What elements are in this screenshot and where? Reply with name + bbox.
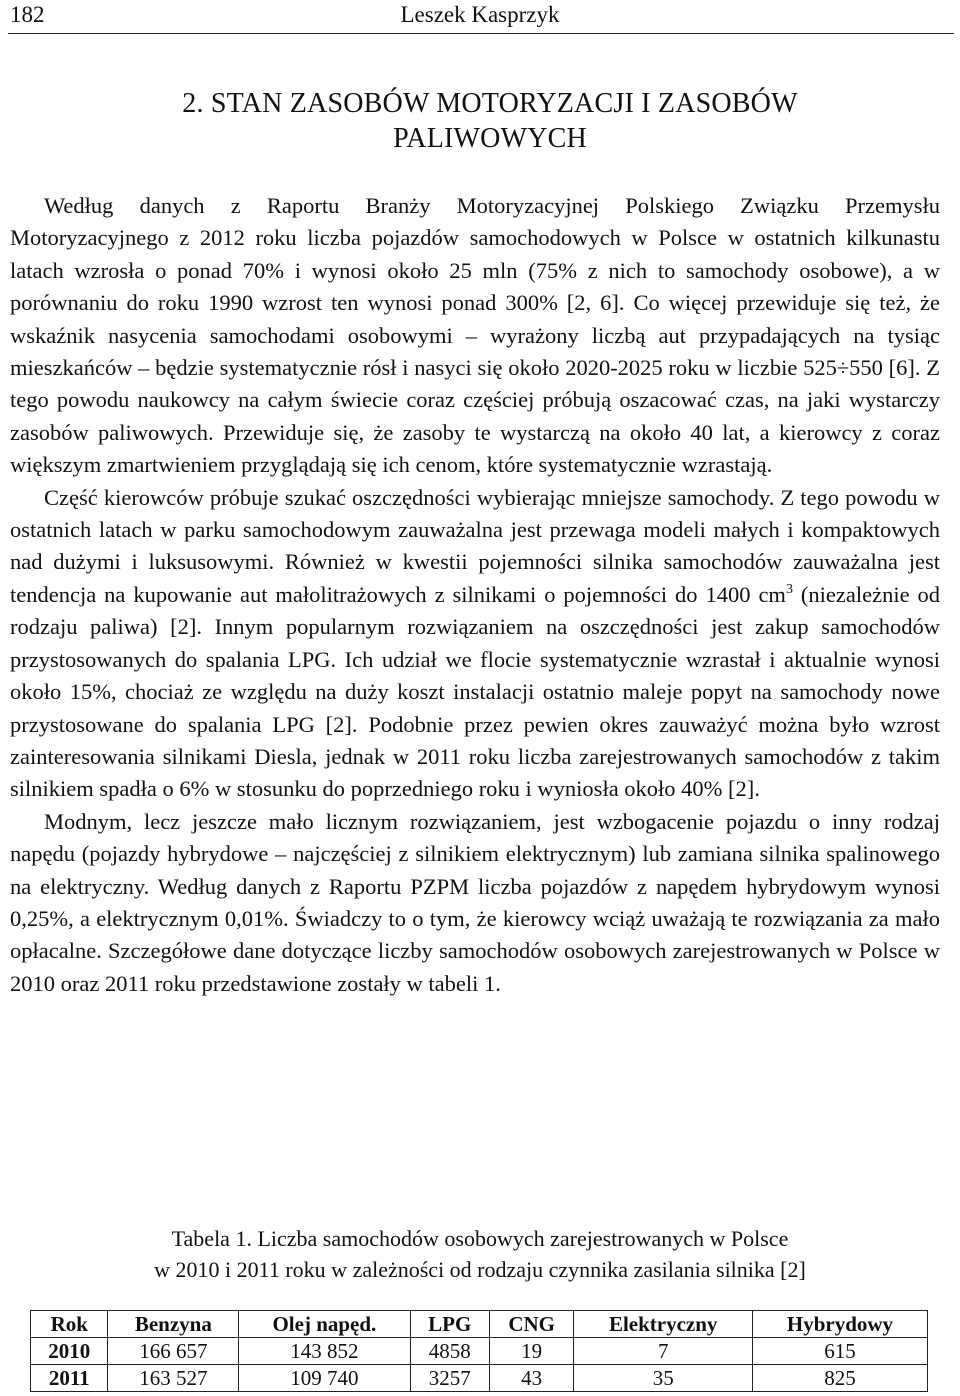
superscript-3: 3: [785, 581, 793, 597]
table-cell: 3257: [410, 1365, 489, 1392]
table-cell: 4858: [410, 1338, 489, 1365]
table-cell: 615: [752, 1338, 927, 1365]
table-cell: 163 527: [108, 1365, 239, 1392]
table-cell: 7: [574, 1338, 753, 1365]
paragraph-1-text: Według danych z Raportu Branży Motoryzacyjnej Polskiego Związku Przemysłu Motoryzacyjnego z 2012 roku liczba pojazdów samochodowych w Polsce w ostatnich kilkunastu latach wzrosła o ponad 70% i wynosi około 25 mln (75% z nich to samochody osobowe), a w porównaniu do roku 1990 wzrost ten wynosi ponad 300% [2, 6]. Co więcej przewiduje się też, że wskaźnik nasycenia samochodami osobowymi – wyrażony liczbą aut przypadających na tysiąc mieszkańców – będzie systematycznie rósł i nasyci się około 2020-2025 roku w liczbie 525÷550 [6]. Z tego powodu naukowcy na całym świecie coraz częściej próbują oszacować czas, na jaki wystarczy zasobów paliwowych. Przewiduje się, że zasoby te wystarczą na około 40 lat, a kierowcy z coraz większym zmartwieniem przyglądają się ich cenom, które systematycznie wzrastają.: [10, 193, 940, 478]
section-title-line-2: PALIWOWYCH: [393, 123, 587, 154]
paragraph-2-text-a: Część kierowców próbuje szukać oszczędności wybierając mniejsze samochody. Z tego powodu w ostatnich latach w parku samochodowym zauważalna jest przewaga modeli małych i kompaktowych nad dużymi i luksusowymi. Również w kwestii pojemności silnika samochodów zauważalna jest tendencja na kupowanie aut małolitrażowych z silnikami o pojemności do 1400 cm: [10, 484, 940, 607]
header-cell-elektryczny: Elektryczny: [574, 1311, 753, 1338]
table-header-row: [31, 1311, 928, 1338]
body-text: [10, 190, 940, 1000]
table-row: [31, 1338, 928, 1365]
paragraph-3: [10, 806, 940, 1000]
paragraph-3-text: Modnym, lecz jeszcze mało licznym rozwiązaniem, jest wzbogacenie pojazdu o inny rodzaj napędu (pojazdy hybrydowe – najczęściej z silnikiem elektrycznym) lub zamiana silnika spalinowego na elektryczny. Według danych z Raportu PZPM liczba pojazdów z napędem hybrydowym wynosi 0,25%, a elektrycznym 0,01%. Świadczy to o tym, że kierowcy wciąż uważają te rozwiązania za mało opłacalne. Szczegółowe dane dotyczące liczby samochodów osobowych zarejestrowanych w Polsce w 2010 oraz 2011 roku przedstawione zostały w tabeli 1.: [10, 808, 940, 996]
header-cell-cng: CNG: [489, 1311, 574, 1338]
header-rule: [8, 33, 954, 34]
table-cell: 2010: [31, 1338, 108, 1365]
table-cell: 825: [752, 1365, 927, 1392]
table-cell: 2011: [31, 1365, 108, 1392]
table-caption-line-2: w 2010 i 2011 roku w zależności od rodzaju czynnika zasilania silnika [2]: [154, 1257, 806, 1282]
table-cell: 143 852: [239, 1338, 410, 1365]
header-cell-rok: Rok: [31, 1311, 108, 1338]
table-cell: 166 657: [108, 1338, 239, 1365]
table-cell: 35: [574, 1365, 753, 1392]
table-cell: 19: [489, 1338, 574, 1365]
header-cell-olej: Olej napęd.: [239, 1311, 410, 1338]
paragraph-1: [10, 190, 940, 482]
header-cell-benzyna: Benzyna: [108, 1311, 239, 1338]
paragraph-2-text-b: (niezależnie od rodzaju paliwa) [2]. Innym popularnym rozwiązaniem na oszczędności jest zakup samochodów przystosowanych do spalania LPG. Ich udział we flocie systematycznie wzrastał i aktualnie wynosi około 15%, chociaż ze względu na duży koszt instalacji ostatnio maleje popyt na samochody nowe przystosowane do spalania LPG [2]. Podobnie przez pewien okres zauważyć można było wzrost zainteresowania silnikami Diesla, jednak w 2011 roku liczba zarejestrowanych samochodów z takim silnikiem spadła o 6% w stosunku do poprzedniego roku i wyniosła około 40% [2].: [10, 581, 941, 802]
section-title: [100, 86, 880, 156]
paragraph-2: [10, 482, 940, 806]
table-cell: 109 740: [239, 1365, 410, 1392]
header-cell-lpg: LPG: [410, 1311, 489, 1338]
section-title-line-1: 2. STAN ZASOBÓW MOTORYZACJI I ZASOBÓW: [182, 88, 798, 119]
page-header: [0, 0, 960, 36]
table-caption-line-1: Tabela 1. Liczba samochodów osobowych zarejestrowanych w Polsce: [171, 1226, 789, 1251]
running-head: Leszek Kasprzyk: [400, 2, 560, 27]
table-caption: [60, 1223, 900, 1285]
header-cell-hybrydowy: Hybrydowy: [752, 1311, 927, 1338]
data-table: [30, 1310, 928, 1392]
table-cell: 43: [489, 1365, 574, 1392]
page-number: 182: [10, 2, 45, 27]
table-row: [31, 1365, 928, 1392]
